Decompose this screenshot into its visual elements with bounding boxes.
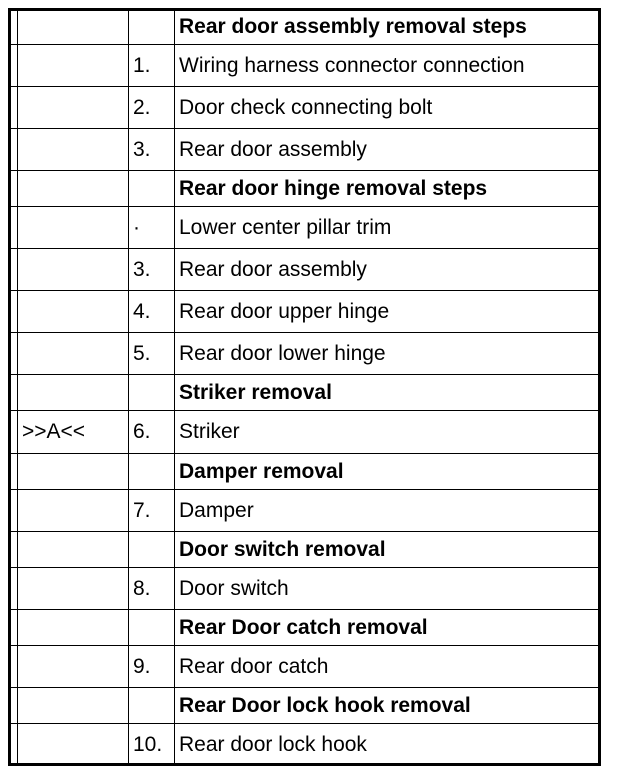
step-number-cell: 4. [129, 291, 175, 333]
step-number-cell: 3. [129, 249, 175, 291]
step-text: Rear door upper hinge [175, 291, 601, 333]
step-text: Damper [175, 489, 601, 531]
step-number-cell: 6. [129, 411, 175, 453]
section-title: Rear door hinge removal steps [175, 171, 601, 207]
step-number-cell: 1. [129, 45, 175, 87]
section-title: Rear Door catch removal [175, 609, 601, 645]
step-text: Rear door lock hook [175, 723, 601, 765]
step-number-cell: · [129, 207, 175, 249]
section-title: Door switch removal [175, 531, 601, 567]
step-text: Lower center pillar trim [175, 207, 601, 249]
reference-cell: >>A<< [18, 411, 129, 453]
step-number-cell: 9. [129, 645, 175, 687]
step-number-cell: 8. [129, 567, 175, 609]
step-text: Door switch [175, 567, 601, 609]
step-number-cell: 3. [129, 129, 175, 171]
step-text: Striker [175, 411, 601, 453]
step-text: Door check connecting bolt [175, 87, 601, 129]
table-outer-border [8, 8, 601, 766]
step-text: Rear door lower hinge [175, 333, 601, 375]
step-number-cell: 7. [129, 489, 175, 531]
step-text: Rear door assembly [175, 249, 601, 291]
step-text: Wiring harness connector connection [175, 45, 601, 87]
step-number-cell: 2. [129, 87, 175, 129]
section-title: Rear door assembly removal steps [175, 9, 601, 45]
step-text: Rear door catch [175, 645, 601, 687]
section-title: Rear Door lock hook removal [175, 687, 601, 723]
step-text: Rear door assembly [175, 129, 601, 171]
step-number-cell: 5. [129, 333, 175, 375]
step-number-cell: 10. [129, 723, 175, 765]
section-title: Damper removal [175, 453, 601, 489]
section-title: Striker removal [175, 375, 601, 411]
